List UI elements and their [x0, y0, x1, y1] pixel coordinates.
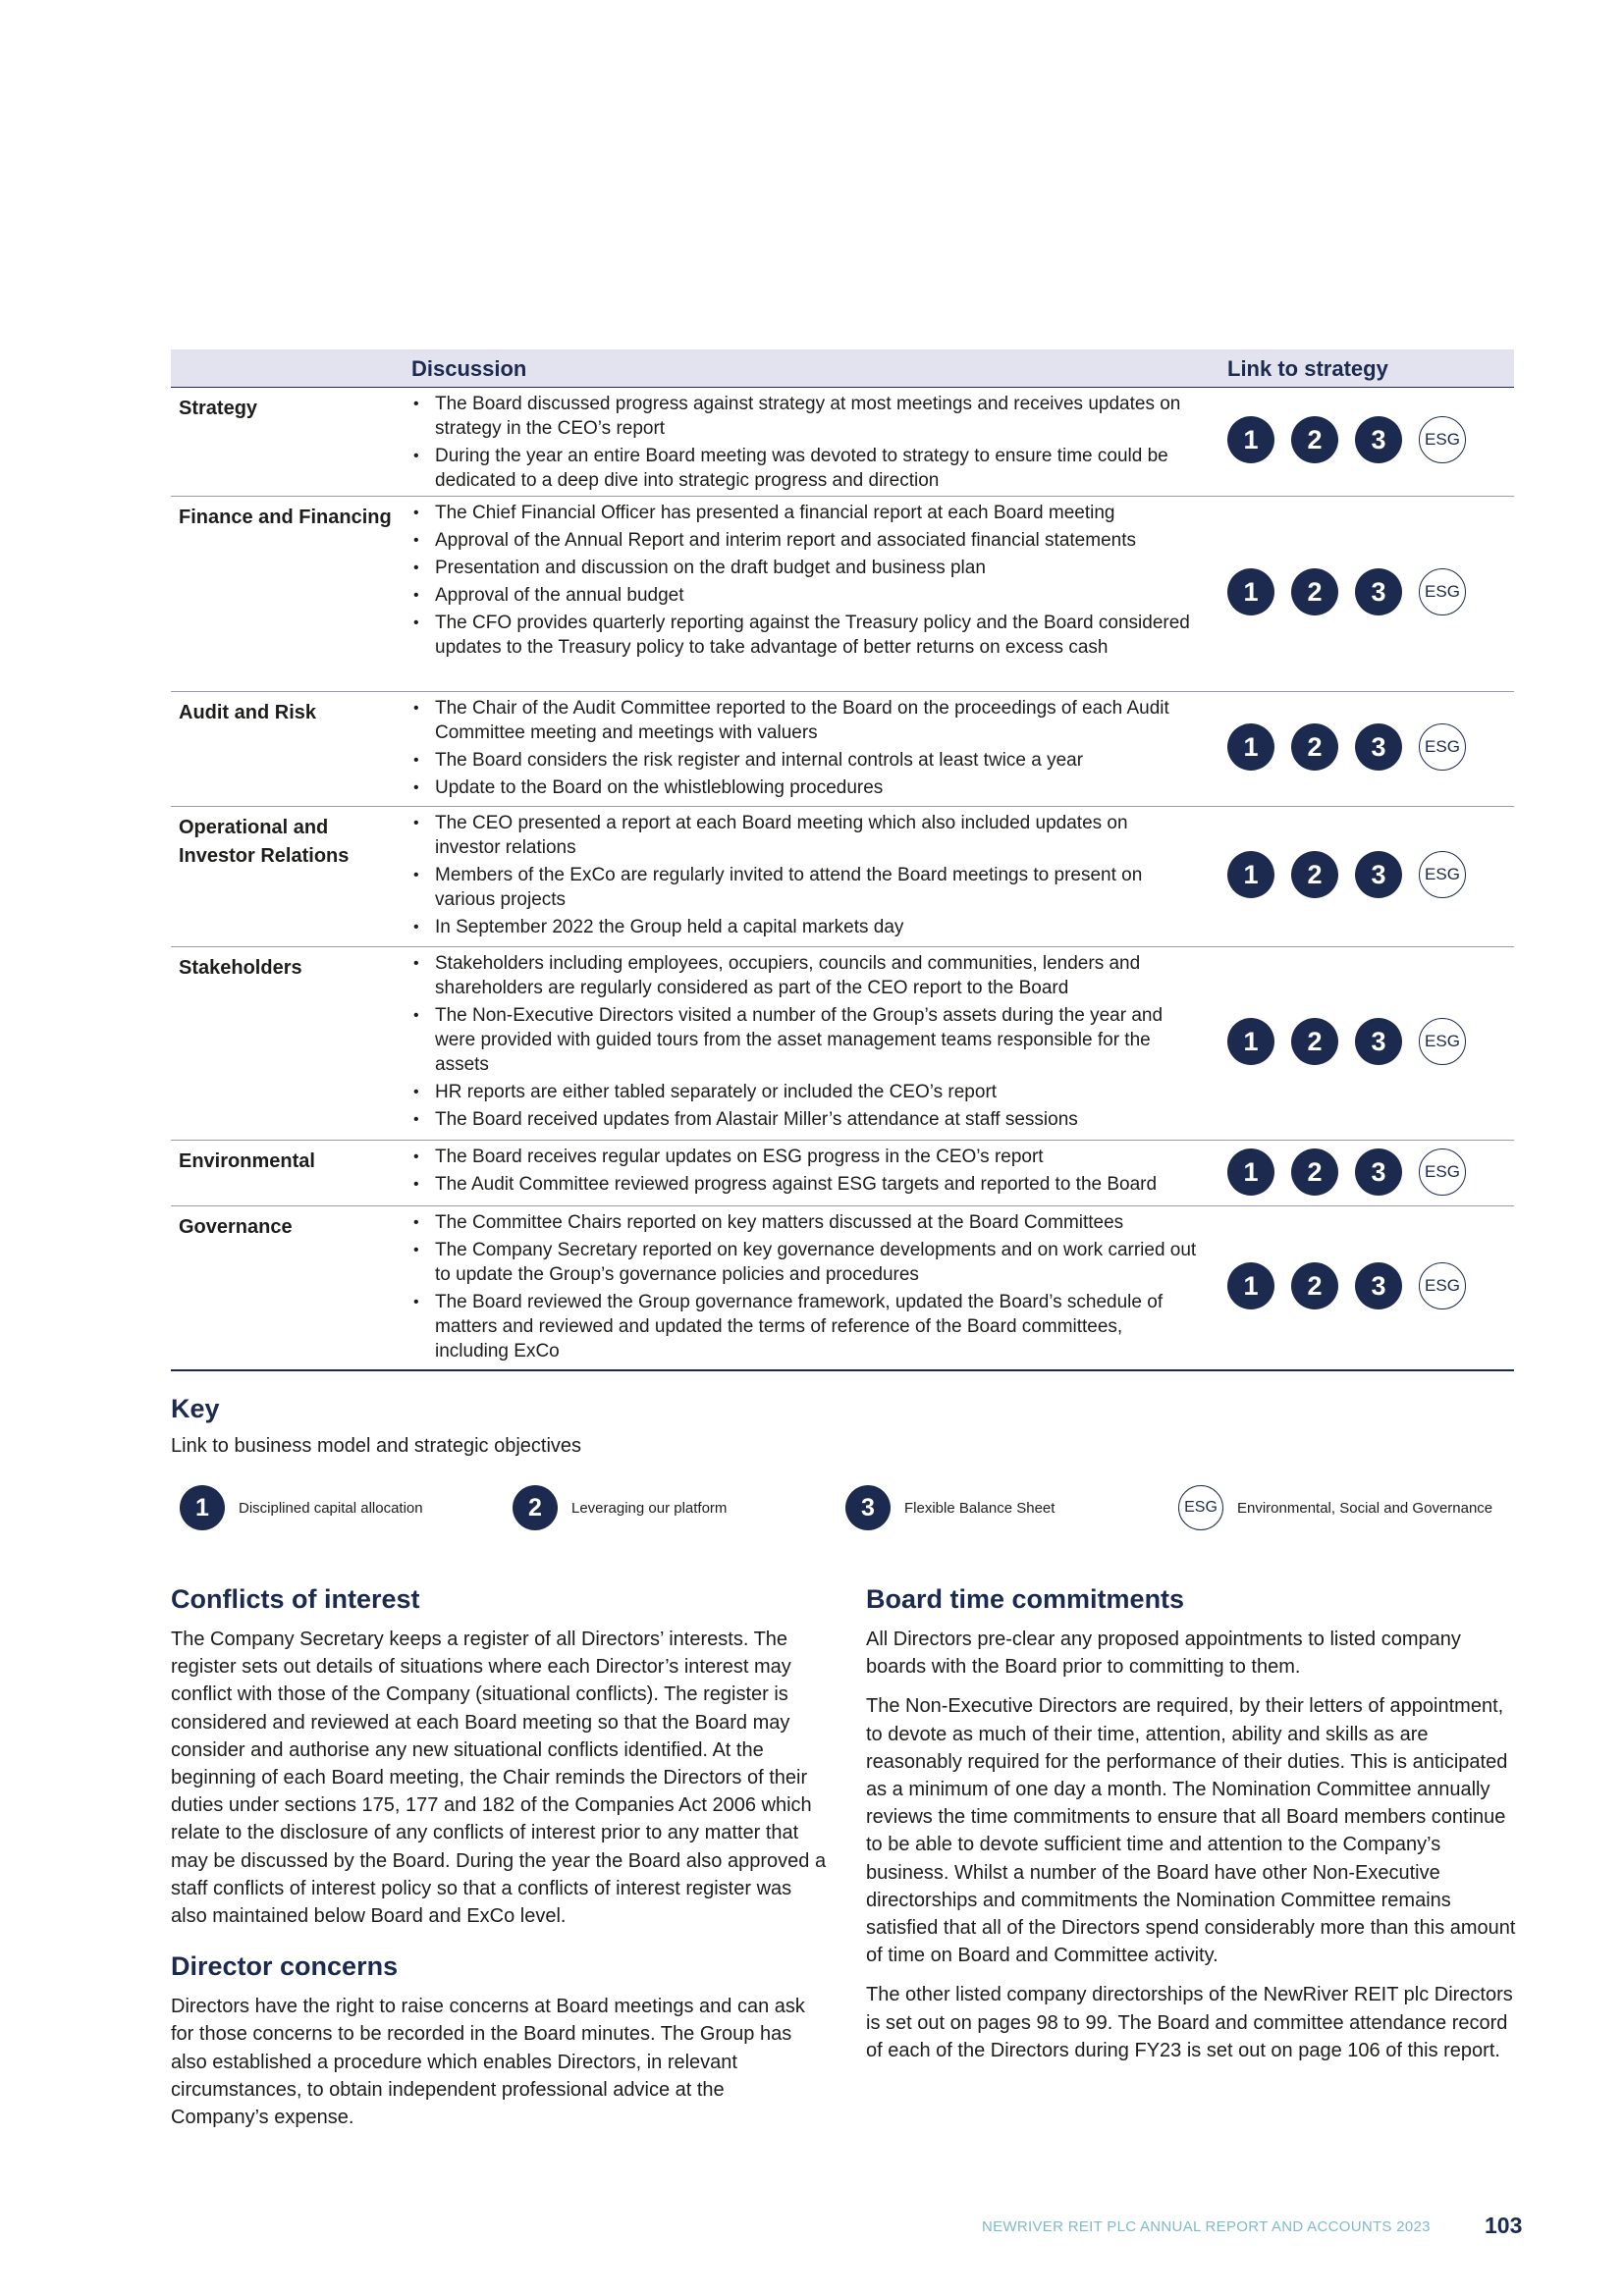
discussion-list — [411, 696, 1197, 803]
list-item: • The Chair of the Audit Committee reported to the Board on the proceedings of each Audit Committee meeting and meetings with valuers — [413, 698, 1169, 743]
list-item: • Presentation and discussion on the draft budget and business plan — [413, 558, 986, 578]
list-item: • In September 2022 the Group held a capital markets day — [413, 917, 904, 937]
badge-esg: ESG — [1419, 568, 1466, 615]
badge-2: 2 — [1291, 723, 1338, 771]
list-item: • Members of the ExCo are regularly invited to attend the Board meetings to present on various projects — [413, 865, 1143, 910]
badge-3: 3 — [1355, 1148, 1402, 1196]
row-topic: Governance — [179, 1216, 293, 1238]
strategy-badges — [1227, 1018, 1466, 1065]
table-header — [171, 349, 1514, 388]
key-title: Key — [171, 1394, 220, 1423]
row-topic: Finance and Financing — [179, 507, 392, 528]
badge-2: 2 — [1291, 1148, 1338, 1196]
list-item: • The Board discussed progress against strategy at most meetings and receives updates on strategy in the CEO’s report — [413, 394, 1181, 439]
list-item: • The Board receives regular updates on ESG progress in the CEO’s report — [413, 1147, 1044, 1167]
strategy-badges — [1227, 1148, 1466, 1196]
table-row — [171, 1141, 1514, 1206]
key-label: Environmental, Social and Governance — [1237, 1499, 1493, 1517]
badge-3: 3 — [845, 1485, 891, 1530]
key-label: Disciplined capital allocation — [239, 1499, 423, 1517]
board-activities-table — [171, 349, 1514, 1371]
badge-1: 1 — [1227, 1148, 1274, 1196]
list-item: • Approval of the annual budget — [413, 585, 684, 606]
list-item: • The Company Secretary reported on key governance developments and on work carried out to update the Group’s governance policies and procedures — [413, 1240, 1197, 1285]
left-column — [171, 1582, 827, 2143]
badge-1: 1 — [1227, 1018, 1274, 1065]
strategy-badges — [1227, 416, 1466, 463]
table-row — [171, 1206, 1514, 1371]
list-item: • The Non-Executive Directors visited a number of the Group’s assets during the year and were provided with guided tours from the asset management teams responsible for the assets — [413, 1005, 1164, 1075]
badge-3: 3 — [1355, 568, 1402, 615]
badge-2: 2 — [1291, 1262, 1338, 1309]
badge-3: 3 — [1355, 1262, 1402, 1309]
badge-1: 1 — [180, 1485, 225, 1530]
table-row — [171, 807, 1514, 947]
strategy-badges — [1227, 723, 1466, 771]
footer-report-title: NEWRIVER REIT PLC ANNUAL REPORT AND ACCOUNTS 2023 — [982, 2218, 1431, 2235]
discussion-list — [411, 392, 1197, 496]
strategy-badges — [1227, 568, 1466, 615]
director-concerns-heading: Director concerns — [171, 1951, 399, 1982]
header-discussion: Discussion — [411, 356, 527, 381]
badge-1: 1 — [1227, 568, 1274, 615]
discussion-list — [411, 501, 1197, 663]
badge-esg: ESG — [1419, 1148, 1466, 1196]
strategy-badges — [1227, 1262, 1466, 1309]
badge-1: 1 — [1227, 723, 1274, 771]
list-item: • The CEO presented a report at each Board meeting which also included updates on investor relations — [413, 813, 1128, 858]
key-label: Leveraging our platform — [571, 1499, 728, 1517]
board-time-para-1: All Directors pre-clear any proposed appointments to listed company boards with the Board prior to committing to them. — [866, 1629, 1461, 1679]
key-label: Flexible Balance Sheet — [904, 1499, 1056, 1517]
row-topic: Stakeholders — [179, 957, 302, 979]
badge-3: 3 — [1355, 416, 1402, 463]
badge-esg: ESG — [1419, 1018, 1466, 1065]
list-item: • The Board considers the risk register and internal controls at least twice a year — [413, 750, 1084, 771]
row-topic: Operational and Investor Relations — [179, 817, 350, 867]
badge-2: 2 — [1291, 568, 1338, 615]
discussion-list — [411, 951, 1197, 1135]
badge-1: 1 — [1227, 851, 1274, 898]
badge-1: 1 — [1227, 1262, 1274, 1309]
badge-3: 3 — [1355, 1018, 1402, 1065]
badge-esg: ESG — [1419, 851, 1466, 898]
row-topic: Audit and Risk — [179, 702, 317, 723]
list-item: • The Audit Committee reviewed progress against ESG targets and reported to the Board — [413, 1174, 1158, 1195]
list-item: • The Committee Chairs reported on key matters discussed at the Board Committees — [413, 1212, 1124, 1233]
board-time-heading: Board time commitments — [866, 1584, 1185, 1614]
header-link-to-strategy: Link to strategy — [1227, 356, 1388, 381]
conflicts-heading: Conflicts of interest — [171, 1584, 420, 1614]
right-column — [866, 1582, 1522, 2076]
list-item: • The Board received updates from Alastair Miller’s attendance at staff sessions — [413, 1109, 1078, 1130]
key-item — [180, 1485, 423, 1530]
strategy-badges — [1227, 851, 1466, 898]
list-item: • HR reports are either tabled separately or included the CEO’s report — [413, 1082, 998, 1102]
badge-esg: ESG — [1178, 1485, 1223, 1530]
list-item: • The Board reviewed the Group governance framework, updated the Board’s schedule of matters and reviewed and updated the terms of reference of the Board committees, including ExCo — [413, 1292, 1164, 1362]
badge-esg: ESG — [1419, 723, 1466, 771]
discussion-list — [411, 1210, 1197, 1366]
board-time-para-3: The other listed company directorships of the NewRiver REIT plc Directors is set out on pages 98 to 99. The Board and committee attendance record of each of the Directors during FY23 is set out on page 106 of this report. — [866, 1984, 1513, 2061]
badge-esg: ESG — [1419, 416, 1466, 463]
list-item: • The CFO provides quarterly reporting against the Treasury policy and the Board considered updates to the Treasury policy to take advantage of better returns on excess cash — [413, 613, 1190, 658]
list-item: • During the year an entire Board meeting was devoted to strategy to ensure time could be dedicated to a deep dive into strategic progress and direction — [413, 446, 1168, 491]
key-item — [1178, 1485, 1492, 1530]
table-row — [171, 497, 1514, 692]
badge-2: 2 — [1291, 1018, 1338, 1065]
badge-1: 1 — [1227, 416, 1274, 463]
page-number: 103 — [1485, 2213, 1523, 2238]
board-time-para-2: The Non-Executive Directors are required, by their letters of appointment, to devote as much of their time, attention, ability and skills as are reasonably required for the performance of their duties. This is anticipated as a minimum of one day a month. The Nomination Committee annually reviews the time commitments to ensure that all Board members continue to be able to devote sufficient time and attention to the Company’s business. Whilst a number of the Board have other Non-Executive directorships and commitments the Nomination Committee remains satisfied that all of the Directors spend considerably more than this amount of time on Board and Committee activity. — [866, 1695, 1516, 1967]
table-row — [171, 388, 1514, 497]
key-item — [513, 1485, 727, 1530]
director-concerns-body: Directors have the right to raise concerns at Board meetings and can ask for those concerns to be recorded in the Board minutes. The Group has also established a procedure which enables Directors, in relevant circumstances, to obtain independent professional advice at the Company’s expense. — [171, 1996, 805, 2129]
badge-2: 2 — [1291, 851, 1338, 898]
badge-2: 2 — [513, 1485, 558, 1530]
table-row — [171, 947, 1514, 1141]
table-row — [171, 692, 1514, 807]
row-topic: Strategy — [179, 398, 258, 419]
badge-3: 3 — [1355, 851, 1402, 898]
row-topic: Environmental — [179, 1150, 315, 1172]
key-subtitle: Link to business model and strategic objectives — [171, 1435, 582, 1457]
badge-esg: ESG — [1419, 1262, 1466, 1309]
list-item: • Stakeholders including employees, occupiers, councils and communities, lenders and shareholders are regularly considered as part of the CEO report to the Board — [413, 953, 1141, 998]
list-item: • The Chief Financial Officer has presented a financial report at each Board meeting — [413, 503, 1115, 523]
badge-3: 3 — [1355, 723, 1402, 771]
discussion-list — [411, 1145, 1197, 1200]
list-item: • Update to the Board on the whistleblowing procedures — [413, 777, 884, 798]
conflicts-body: The Company Secretary keeps a register of all Directors’ interests. The register sets out details of situations where each Director’s interest may conflict with those of the Company (situational conflicts). The register is considered and reviewed at each Board meeting so that the Board may consider and authorise any new situational conflicts identified. At the beginning of each Board meeting, the Chair reminds the Directors of their duties under sections 175, 177 and 182 of the Companies Act 2006 which relate to the disclosure of any conflicts of interest prior to any matter that may be discussed by the Board. During the year the Board also approved a staff conflicts of interest policy so that a conflicts of interest register was also maintained below Board and ExCo level. — [171, 1629, 827, 1928]
discussion-list — [411, 811, 1197, 942]
key-item — [845, 1485, 1055, 1530]
list-item: • Approval of the Annual Report and interim report and associated financial statements — [413, 530, 1136, 551]
badge-2: 2 — [1291, 416, 1338, 463]
